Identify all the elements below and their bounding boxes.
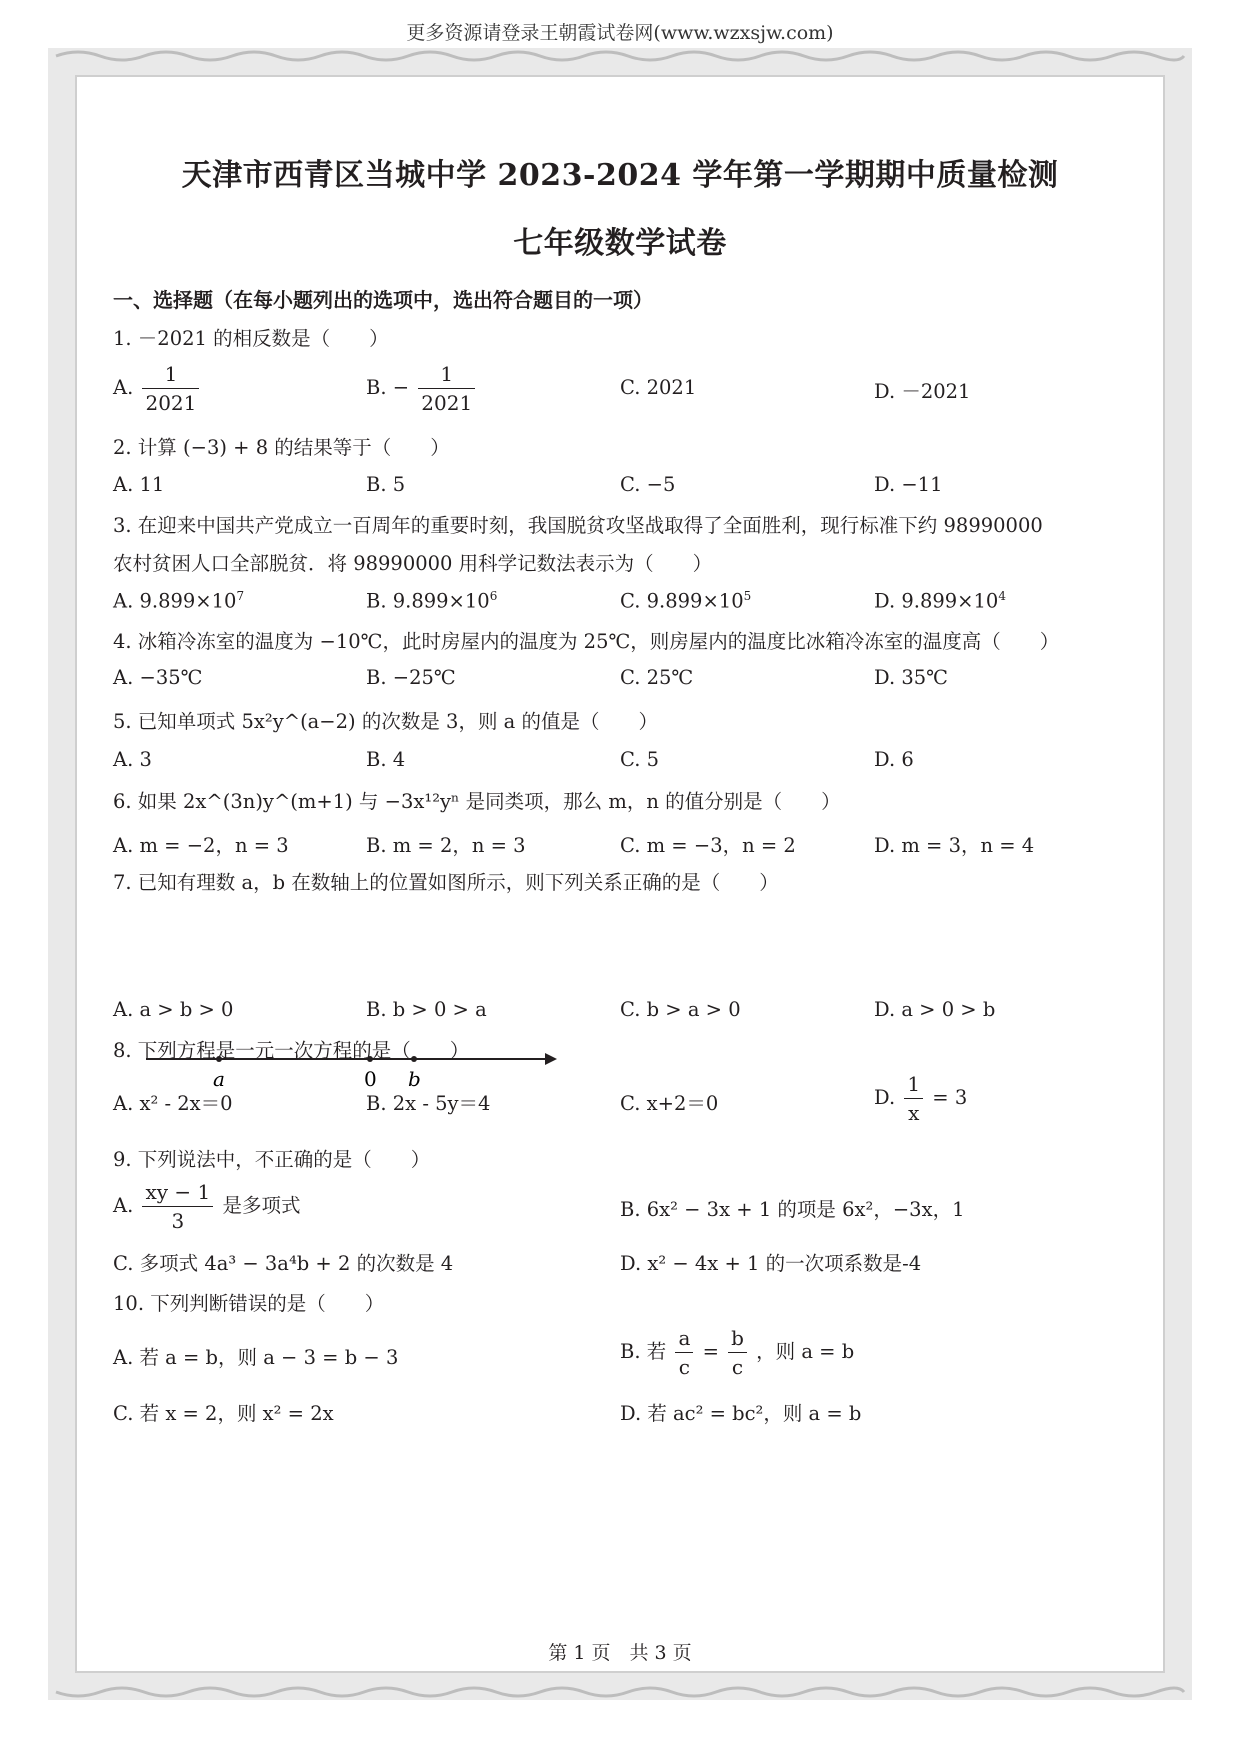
question-7: 7. 已知有理数 a，b 在数轴上的位置如图所示，则下列关系正确的是（ ） — [113, 871, 779, 894]
q3-option-b: B. $9.899\times 10^6$ — [366, 589, 498, 613]
exam-title-line2: 七年级数学试卷 — [513, 226, 727, 261]
q8-option-b: B. 2x - 5y＝4 — [366, 1092, 491, 1115]
q1-option-d: D. －2021 — [874, 380, 971, 403]
q7-option-c: C. b > a > 0 — [620, 998, 741, 1021]
q4-option-d: D. 35℃ — [874, 666, 948, 689]
label-a: a — [213, 1067, 225, 1090]
q1-option-a: A. $\frac{1}{2021}$ — [113, 362, 202, 415]
q9-option-b: B. 6x² − 3x + 1 的项是 6x²，−3x，1 — [620, 1198, 965, 1221]
q2-option-c: C. −5 — [620, 473, 676, 496]
question-1: 1. －2021 的相反数是（ ） — [113, 327, 389, 350]
header-note: 更多资源请登录王朝霞试卷网(www.wzxsjw.com) — [406, 22, 834, 44]
q4-option-c: C. 25℃ — [620, 666, 694, 689]
q8-option-c: C. x+2＝0 — [620, 1092, 719, 1115]
exam-title-line1: 天津市西青区当城中学 2023-2024 学年第一学期期中质量检测 — [181, 158, 1059, 193]
question-5: 5. 已知单项式 5x²y^(a−2) 的次数是 3，则 a 的值是（ ） — [113, 710, 658, 733]
q9-option-c: C. 多项式 4a³ − 3a⁴b + 2 的次数是 4 — [113, 1252, 454, 1275]
q6-option-a: A. m = −2，n = 3 — [113, 834, 289, 857]
q10-option-a: A. 若 a = b，则 a − 3 = b − 3 — [113, 1346, 399, 1369]
q10-option-c: C. 若 x = 2，则 x² = 2x — [113, 1402, 334, 1425]
label-zero: 0 — [364, 1067, 377, 1090]
q6-option-d: D. m = 3，n = 4 — [874, 834, 1035, 857]
q6-option-b: B. m = 2，n = 3 — [366, 834, 526, 857]
question-10: 10. 下列判断错误的是（ ） — [113, 1292, 385, 1315]
question-6: 6. 如果 2x^(3n)y^(m+1) 与 −3x¹²yⁿ 是同类项，那么 m，n 的值分别是（ ） — [113, 790, 841, 813]
q5-option-a: A. 3 — [113, 748, 152, 771]
q7-option-d: D. a > 0 > b — [874, 998, 996, 1021]
question-9: 9. 下列说法中，不正确的是（ ） — [113, 1148, 431, 1171]
q7-option-a: A. a > b > 0 — [113, 998, 234, 1021]
section-heading: 一、选择题（在每小题列出的选项中，选出符合题目的一项） — [113, 288, 653, 312]
question-2: 2. 计算 (−3) + 8 的结果等于（ ） — [113, 436, 450, 459]
q2-option-b: B. 5 — [366, 473, 406, 496]
q8-option-d: D. $\frac{1}{x}$ = 3 — [874, 1072, 968, 1125]
q10-option-d: D. 若 ac² = bc²，则 a = b — [620, 1402, 862, 1425]
question-3-line1: 3. 在迎来中国共产党成立一百周年的重要时刻，我国脱贫攻坚战取得了全面胜利，现行标准下约 98990000 — [113, 514, 1043, 537]
q5-option-c: C. 5 — [620, 748, 660, 771]
q8-option-a: A. x² - 2x＝0 — [113, 1092, 233, 1115]
question-4: 4. 冰箱冷冻室的温度为 −10℃，此时房屋内的温度为 25℃，则房屋内的温度比冰箱冷冻室的温度高（ ） — [113, 630, 1060, 653]
q3-option-a: A. $9.899\times 10^7$ — [113, 589, 245, 613]
q3-option-d: D. $9.899\times 10^4$ — [874, 589, 1006, 613]
q1-option-c: C. 2021 — [620, 376, 697, 399]
q3-option-c: C. $9.899\times 10^5$ — [620, 589, 752, 613]
question-3-line2: 农村贫困人口全部脱贫．将 98990000 用科学记数法表示为（ ） — [113, 552, 713, 575]
q2-option-a: A. 11 — [113, 473, 165, 496]
question-8: 8. 下列方程是一元一次方程的是（ ） — [113, 1039, 470, 1062]
label-b: b — [408, 1067, 421, 1090]
q5-option-b: B. 4 — [366, 748, 406, 771]
q4-option-a: A. −35℃ — [113, 666, 203, 689]
q9-option-d: D. x² − 4x + 1 的一次项系数是-4 — [620, 1252, 922, 1275]
q9-option-a: A. $\frac{xy - 1}{3}$ 是多项式 — [113, 1180, 301, 1233]
q10-option-b: B. 若 $\frac{a}{c}$ = $\frac{b}{c}$ ，则 a = b — [620, 1326, 855, 1379]
q6-option-c: C. m = −3，n = 2 — [620, 834, 796, 857]
q7-option-b: B. b > 0 > a — [366, 998, 487, 1021]
page-footer: 第 1 页 共 3 页 — [548, 1642, 692, 1664]
q4-option-b: B. −25℃ — [366, 666, 456, 689]
q5-option-d: D. 6 — [874, 748, 914, 771]
q1-option-b: B. − $\frac{1}{2021}$ — [366, 362, 478, 415]
q2-option-d: D. −11 — [874, 473, 943, 496]
